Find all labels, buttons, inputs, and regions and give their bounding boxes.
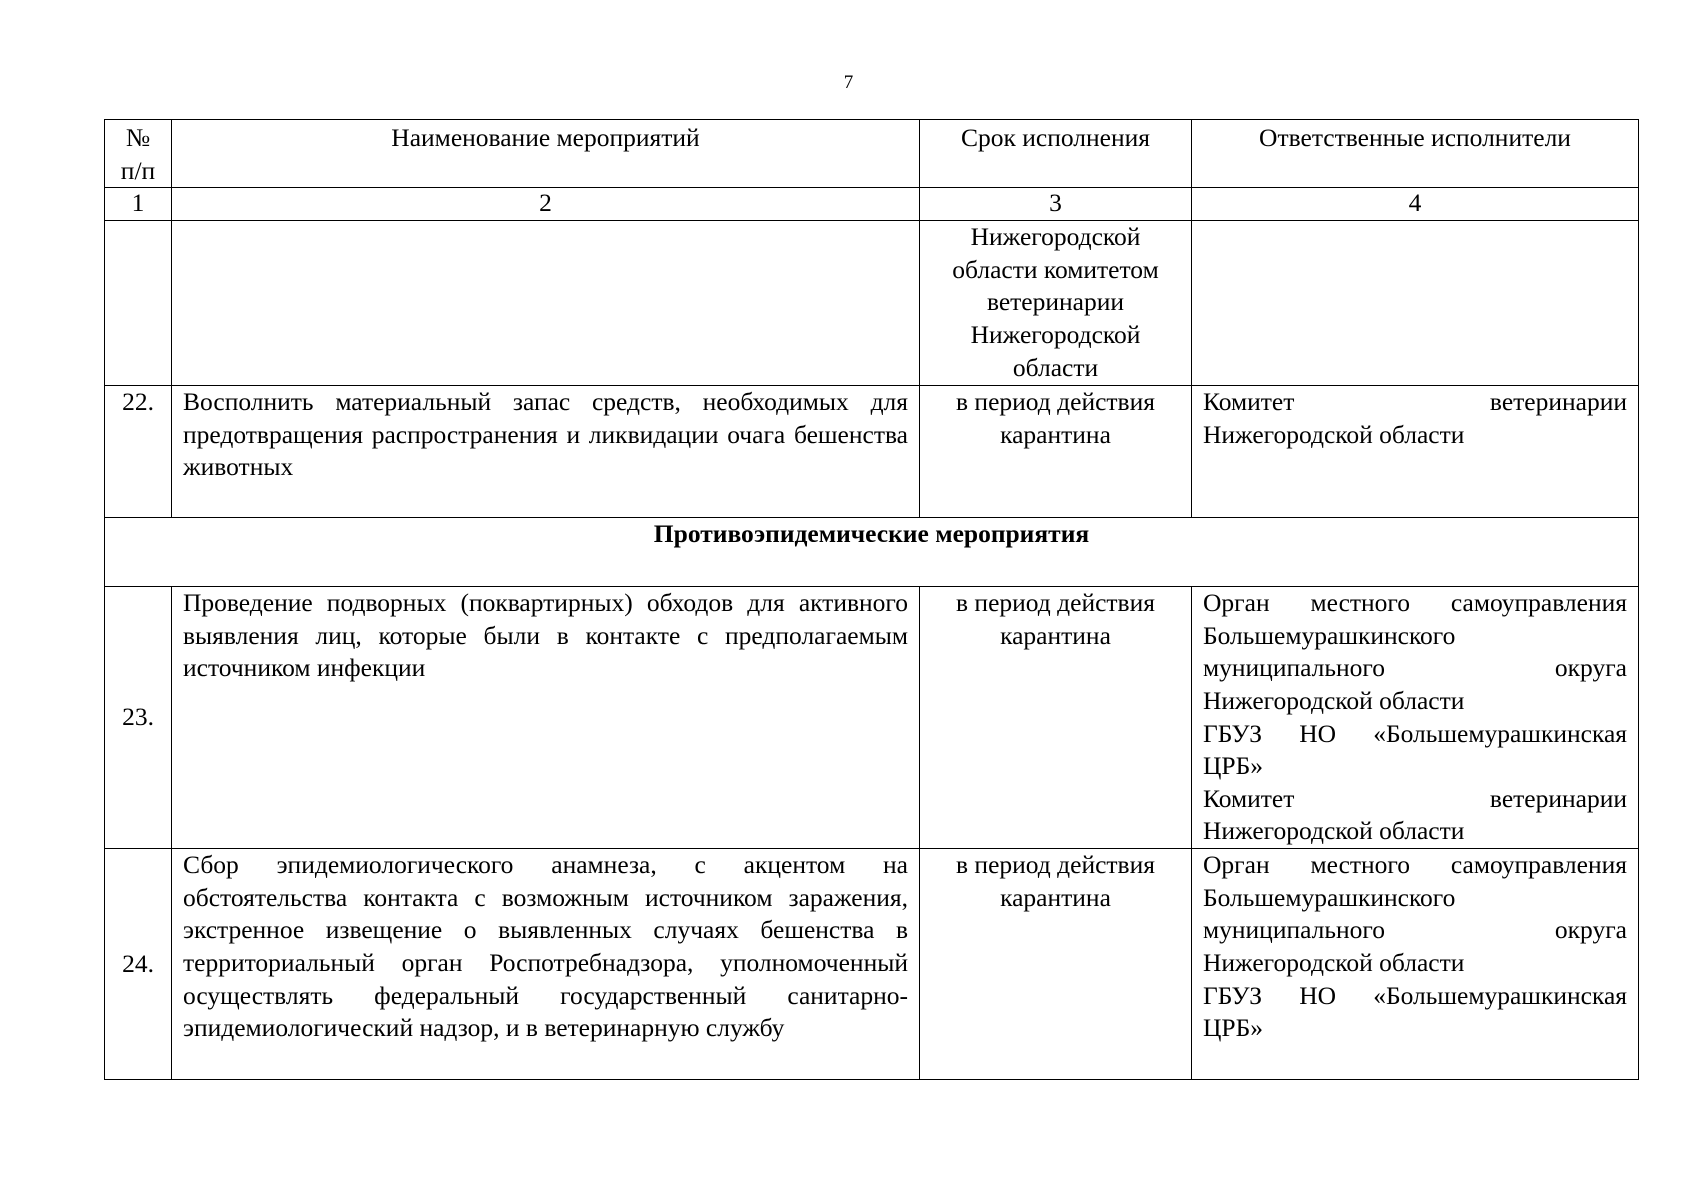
responsible-line: Комитет ветеринарии (1203, 387, 1627, 417)
continuation-deadline-line: области (1012, 352, 1099, 382)
row-responsible (1192, 849, 1639, 1080)
responsible-line: ЦРБ» (1203, 751, 1263, 781)
header-number (105, 120, 172, 188)
continuation-deadline-line: Нижегородской (970, 222, 1141, 252)
row-deadline: в период действия карантина (920, 587, 1192, 849)
responsible-line: ГБУЗ НО «Большемурашкинская (1203, 980, 1627, 1010)
responsible-line: Нижегородской области (1203, 419, 1465, 449)
row-measure: Проведение подворных (поквартирных) обходов для активного выявления лиц, которые были в контакте с предполагаемым источником инфекции (172, 587, 920, 849)
row-number: 24. (105, 849, 172, 1080)
header-number-sign: № (125, 123, 151, 152)
table-row-continuation (105, 221, 1639, 386)
header-number-pp: п/п (120, 155, 156, 185)
row-number: 23. (105, 587, 172, 849)
header-responsible: Ответственные исполнители (1192, 120, 1639, 188)
column-index-4: 4 (1192, 188, 1639, 221)
continuation-responsible (1192, 221, 1639, 386)
responsible-line: ГБУЗ НО «Большемурашкинская (1203, 718, 1627, 748)
header-measures: Наименование мероприятий (172, 120, 920, 188)
section-header-row (105, 518, 1639, 587)
column-index-2: 2 (172, 188, 920, 221)
responsible-line: муниципального округа (1203, 915, 1627, 945)
responsible-line: Комитет ветеринарии (1203, 783, 1627, 813)
table-row-24 (105, 849, 1639, 1080)
responsible-line: Большемурашкинского (1203, 620, 1456, 650)
continuation-deadline (920, 221, 1192, 386)
row-responsible (1192, 587, 1639, 849)
continuation-deadline-line: Нижегородской (970, 319, 1141, 349)
row-number: 22. (105, 386, 172, 518)
responsible-line: Нижегородской области (1203, 816, 1465, 846)
page-number: 7 (843, 72, 854, 93)
table-header-row (105, 120, 1639, 188)
row-deadline: в период действия карантина (920, 849, 1192, 1080)
responsible-line: Большемурашкинского (1203, 882, 1456, 912)
row-responsible (1192, 386, 1639, 518)
header-deadline: Срок исполнения (920, 120, 1192, 188)
column-index-row (105, 188, 1639, 221)
responsible-line: муниципального округа (1203, 653, 1627, 683)
responsible-line: Нижегородской области (1203, 947, 1465, 977)
continuation-measure (172, 221, 920, 386)
continuation-num (105, 221, 172, 386)
continuation-deadline-line: ветеринарии (986, 287, 1125, 317)
measures-table (104, 119, 1639, 1080)
column-index-3: 3 (920, 188, 1192, 221)
responsible-line: ЦРБ» (1203, 1013, 1263, 1043)
table-row-22 (105, 386, 1639, 518)
section-title: Противоэпидемические мероприятия (105, 518, 1639, 587)
row-deadline: в период действия карантина (920, 386, 1192, 518)
responsible-line: Нижегородской области (1203, 685, 1465, 715)
responsible-line: Орган местного самоуправления (1203, 850, 1627, 880)
continuation-deadline-line: области комитетом (952, 254, 1159, 284)
row-measure: Сбор эпидемиологического анамнеза, с акцентом на обстоятельства контакта с возможным источником заражения, экстренное извещение о выявленных случаях бешенства в территориальный орган Роспотребнадзора, уполномоченный осуществлять федеральный государственный санитарно-эпидемиологический надзор, и в ветеринарную службу (172, 849, 920, 1080)
table-row-23 (105, 587, 1639, 849)
row-measure: Восполнить материальный запас средств, необходимых для предотвращения распространения и ликвидации очага бешенства животных (172, 386, 920, 518)
responsible-line: Орган местного самоуправления (1203, 588, 1627, 618)
column-index-1: 1 (105, 188, 172, 221)
